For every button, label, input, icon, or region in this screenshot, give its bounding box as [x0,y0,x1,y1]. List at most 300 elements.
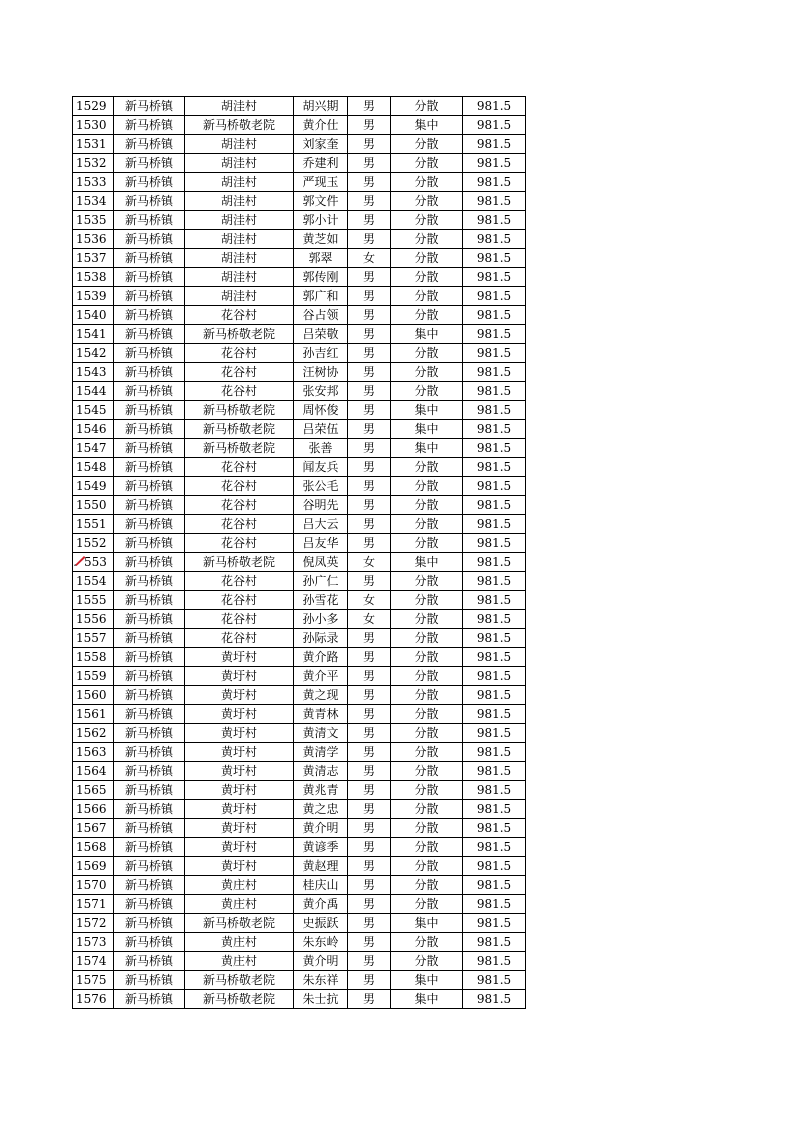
village-cell: 胡洼村 [185,287,294,306]
gender-cell: 男 [348,439,391,458]
name-cell: 朱东祥 [294,971,348,990]
town-cell: 新马桥镇 [114,477,185,496]
amount-cell: 981.5 [463,781,526,800]
table-row [73,553,526,572]
row-number: 1575 [73,971,114,990]
support-type-cell: 集中 [391,990,463,1009]
table-row [73,781,526,800]
row-number: 1540 [73,306,114,325]
roster-table-body [73,97,526,1009]
town-cell: 新马桥镇 [114,496,185,515]
table-row [73,325,526,344]
village-cell: 花谷村 [185,515,294,534]
table-row [73,439,526,458]
support-type-cell: 集中 [391,401,463,420]
amount-cell: 981.5 [463,192,526,211]
support-type-cell: 分散 [391,306,463,325]
gender-cell: 男 [348,895,391,914]
support-type-cell: 分散 [391,249,463,268]
support-type-cell: 集中 [391,420,463,439]
table-row [73,895,526,914]
name-cell: 孙雪花 [294,591,348,610]
amount-cell: 981.5 [463,268,526,287]
town-cell: 新马桥镇 [114,306,185,325]
support-type-cell: 分散 [391,344,463,363]
name-cell: 孙广仁 [294,572,348,591]
support-type-cell: 分散 [391,135,463,154]
name-cell: 黄清志 [294,762,348,781]
row-number: 1565 [73,781,114,800]
town-cell: 新马桥镇 [114,344,185,363]
support-type-cell: 分散 [391,287,463,306]
village-cell: 花谷村 [185,363,294,382]
table-row [73,249,526,268]
gender-cell: 男 [348,211,391,230]
table-row [73,154,526,173]
gender-cell: 男 [348,135,391,154]
row-number: 1550 [73,496,114,515]
village-cell: 黄圩村 [185,857,294,876]
support-type-cell: 分散 [391,477,463,496]
name-cell: 孙吉红 [294,344,348,363]
amount-cell: 981.5 [463,154,526,173]
name-cell: 黄谚季 [294,838,348,857]
row-number: 1568 [73,838,114,857]
amount-cell: 981.5 [463,249,526,268]
table-row [73,572,526,591]
town-cell: 新马桥镇 [114,287,185,306]
amount-cell: 981.5 [463,572,526,591]
town-cell: 新马桥镇 [114,781,185,800]
row-number: 1547 [73,439,114,458]
name-cell: 乔建利 [294,154,348,173]
town-cell: 新马桥镇 [114,173,185,192]
gender-cell: 男 [348,477,391,496]
name-cell: 黄清学 [294,743,348,762]
village-cell: 黄圩村 [185,819,294,838]
support-type-cell: 分散 [391,192,463,211]
village-cell: 黄圩村 [185,800,294,819]
village-cell: 花谷村 [185,572,294,591]
amount-cell: 981.5 [463,325,526,344]
support-type-cell: 集中 [391,439,463,458]
table-row [73,363,526,382]
gender-cell: 男 [348,325,391,344]
gender-cell: 男 [348,458,391,477]
village-cell: 黄圩村 [185,686,294,705]
village-cell: 黄圩村 [185,781,294,800]
support-type-cell: 集中 [391,971,463,990]
town-cell: 新马桥镇 [114,933,185,952]
town-cell: 新马桥镇 [114,895,185,914]
amount-cell: 981.5 [463,496,526,515]
gender-cell: 男 [348,344,391,363]
town-cell: 新马桥镇 [114,363,185,382]
table-row [73,116,526,135]
name-cell: 谷占领 [294,306,348,325]
gender-cell: 男 [348,192,391,211]
support-type-cell: 分散 [391,572,463,591]
table-row [73,97,526,116]
amount-cell: 981.5 [463,173,526,192]
table-row [73,762,526,781]
amount-cell: 981.5 [463,401,526,420]
gender-cell: 男 [348,990,391,1009]
village-cell: 花谷村 [185,591,294,610]
gender-cell: 男 [348,648,391,667]
town-cell: 新马桥镇 [114,135,185,154]
row-number: 1535 [73,211,114,230]
table-row [73,629,526,648]
row-number: 1574 [73,952,114,971]
table-row [73,952,526,971]
village-cell: 胡洼村 [185,173,294,192]
support-type-cell: 分散 [391,173,463,192]
support-type-cell: 分散 [391,952,463,971]
support-type-cell: 分散 [391,496,463,515]
amount-cell: 981.5 [463,895,526,914]
support-type-cell: 分散 [391,268,463,287]
name-cell: 张公毛 [294,477,348,496]
table-row [73,211,526,230]
name-cell: 倪凤英 [294,553,348,572]
village-cell: 花谷村 [185,382,294,401]
row-number: 1544 [73,382,114,401]
table-row [73,230,526,249]
name-cell: 周怀俊 [294,401,348,420]
row-number: 1545 [73,401,114,420]
town-cell: 新马桥镇 [114,249,185,268]
town-cell: 新马桥镇 [114,515,185,534]
row-number: 1572 [73,914,114,933]
gender-cell: 男 [348,762,391,781]
town-cell: 新马桥镇 [114,724,185,743]
gender-cell: 女 [348,591,391,610]
roster-table [72,96,526,1009]
gender-cell: 男 [348,363,391,382]
town-cell: 新马桥镇 [114,154,185,173]
village-cell: 胡洼村 [185,211,294,230]
table-row [73,971,526,990]
row-number: 1548 [73,458,114,477]
support-type-cell: 分散 [391,382,463,401]
town-cell: 新马桥镇 [114,610,185,629]
village-cell: 黄圩村 [185,667,294,686]
gender-cell: 男 [348,800,391,819]
town-cell: 新马桥镇 [114,762,185,781]
gender-cell: 男 [348,724,391,743]
gender-cell: 男 [348,857,391,876]
table-row [73,382,526,401]
table-row [73,477,526,496]
village-cell: 黄圩村 [185,705,294,724]
amount-cell: 981.5 [463,610,526,629]
support-type-cell: 分散 [391,857,463,876]
row-number: 1566 [73,800,114,819]
amount-cell: 981.5 [463,420,526,439]
row-number: 1562 [73,724,114,743]
table-row [73,591,526,610]
gender-cell: 男 [348,629,391,648]
amount-cell: 981.5 [463,971,526,990]
town-cell: 新马桥镇 [114,116,185,135]
gender-cell: 男 [348,819,391,838]
village-cell: 胡洼村 [185,192,294,211]
edit-comment-icon[interactable] [74,555,86,566]
row-number: 1541 [73,325,114,344]
village-cell: 新马桥敬老院 [185,990,294,1009]
row-number: 1571 [73,895,114,914]
name-cell: 吕荣伍 [294,420,348,439]
amount-cell: 981.5 [463,534,526,553]
row-number-text: 553 [84,555,107,569]
amount-cell: 981.5 [463,458,526,477]
village-cell: 胡洼村 [185,249,294,268]
gender-cell: 男 [348,401,391,420]
support-type-cell: 集中 [391,116,463,135]
row-number: 1539 [73,287,114,306]
name-cell: 黄介明 [294,819,348,838]
table-row [73,344,526,363]
name-cell: 朱东岭 [294,933,348,952]
amount-cell: 981.5 [463,914,526,933]
village-cell: 新马桥敬老院 [185,116,294,135]
row-number: 1533 [73,173,114,192]
support-type-cell: 分散 [391,876,463,895]
support-type-cell: 分散 [391,591,463,610]
table-row [73,135,526,154]
support-type-cell: 分散 [391,838,463,857]
village-cell: 黄庄村 [185,933,294,952]
table-row [73,705,526,724]
town-cell: 新马桥镇 [114,819,185,838]
gender-cell: 男 [348,952,391,971]
row-number: 1543 [73,363,114,382]
row-number: 1554 [73,572,114,591]
name-cell: 郭小计 [294,211,348,230]
gender-cell: 男 [348,534,391,553]
row-number: 1556 [73,610,114,629]
support-type-cell: 分散 [391,534,463,553]
village-cell: 黄庄村 [185,876,294,895]
support-type-cell: 分散 [391,230,463,249]
amount-cell: 981.5 [463,667,526,686]
name-cell: 史振跃 [294,914,348,933]
row-number: 1538 [73,268,114,287]
town-cell: 新马桥镇 [114,591,185,610]
name-cell: 郭传刚 [294,268,348,287]
table-row [73,914,526,933]
name-cell: 黄赵理 [294,857,348,876]
row-number: 1567 [73,819,114,838]
name-cell: 黄之现 [294,686,348,705]
amount-cell: 981.5 [463,857,526,876]
row-number: 1555 [73,591,114,610]
support-type-cell: 分散 [391,363,463,382]
gender-cell: 男 [348,306,391,325]
village-cell: 黄圩村 [185,743,294,762]
support-type-cell: 集中 [391,914,463,933]
village-cell: 花谷村 [185,477,294,496]
row-number: 1563 [73,743,114,762]
gender-cell: 男 [348,686,391,705]
town-cell: 新马桥镇 [114,629,185,648]
town-cell: 新马桥镇 [114,382,185,401]
name-cell: 胡兴期 [294,97,348,116]
name-cell: 朱士抗 [294,990,348,1009]
gender-cell: 男 [348,876,391,895]
name-cell: 黄介路 [294,648,348,667]
amount-cell: 981.5 [463,477,526,496]
amount-cell: 981.5 [463,838,526,857]
name-cell: 刘家奎 [294,135,348,154]
row-number: 1559 [73,667,114,686]
amount-cell: 981.5 [463,230,526,249]
row-number: 1557 [73,629,114,648]
town-cell: 新马桥镇 [114,876,185,895]
support-type-cell: 分散 [391,154,463,173]
village-cell: 胡洼村 [185,268,294,287]
amount-cell: 981.5 [463,116,526,135]
row-number: 1564 [73,762,114,781]
name-cell: 孙际录 [294,629,348,648]
row-number: 1561 [73,705,114,724]
gender-cell: 男 [348,743,391,762]
gender-cell: 女 [348,553,391,572]
gender-cell: 男 [348,705,391,724]
amount-cell: 981.5 [463,705,526,724]
support-type-cell: 分散 [391,629,463,648]
name-cell: 闻友兵 [294,458,348,477]
village-cell: 新马桥敬老院 [185,401,294,420]
table-row [73,819,526,838]
town-cell: 新马桥镇 [114,743,185,762]
town-cell: 新马桥镇 [114,800,185,819]
amount-cell: 981.5 [463,363,526,382]
table-row [73,287,526,306]
town-cell: 新马桥镇 [114,534,185,553]
row-number: 1576 [73,990,114,1009]
name-cell: 黄兆青 [294,781,348,800]
gender-cell: 男 [348,154,391,173]
table-row [73,192,526,211]
amount-cell: 981.5 [463,819,526,838]
name-cell: 黄介平 [294,667,348,686]
support-type-cell: 分散 [391,648,463,667]
village-cell: 花谷村 [185,534,294,553]
village-cell: 黄庄村 [185,952,294,971]
row-number: 1569 [73,857,114,876]
name-cell: 谷明先 [294,496,348,515]
amount-cell: 981.5 [463,591,526,610]
town-cell: 新马桥镇 [114,553,185,572]
village-cell: 花谷村 [185,306,294,325]
village-cell: 新马桥敬老院 [185,553,294,572]
table-row [73,743,526,762]
gender-cell: 男 [348,420,391,439]
town-cell: 新马桥镇 [114,97,185,116]
name-cell: 黄介禹 [294,895,348,914]
village-cell: 胡洼村 [185,230,294,249]
amount-cell: 981.5 [463,515,526,534]
support-type-cell: 分散 [391,781,463,800]
gender-cell: 女 [348,249,391,268]
amount-cell: 981.5 [463,686,526,705]
village-cell: 黄圩村 [185,762,294,781]
row-number: 1560 [73,686,114,705]
table-row [73,496,526,515]
village-cell: 黄圩村 [185,648,294,667]
gender-cell: 男 [348,496,391,515]
name-cell: 黄清文 [294,724,348,743]
table-row [73,401,526,420]
name-cell: 吕荣敬 [294,325,348,344]
village-cell: 新马桥敬老院 [185,914,294,933]
village-cell: 胡洼村 [185,97,294,116]
amount-cell: 981.5 [463,211,526,230]
village-cell: 胡洼村 [185,154,294,173]
table-row [73,534,526,553]
support-type-cell: 集中 [391,553,463,572]
town-cell: 新马桥镇 [114,667,185,686]
name-cell: 郭文件 [294,192,348,211]
name-cell: 吕大云 [294,515,348,534]
name-cell: 郭广和 [294,287,348,306]
table-row [73,610,526,629]
town-cell: 新马桥镇 [114,857,185,876]
amount-cell: 981.5 [463,724,526,743]
support-type-cell: 分散 [391,705,463,724]
table-row [73,800,526,819]
name-cell: 郭翠 [294,249,348,268]
table-row [73,876,526,895]
town-cell: 新马桥镇 [114,439,185,458]
name-cell: 张善 [294,439,348,458]
village-cell: 花谷村 [185,629,294,648]
row-number: 1534 [73,192,114,211]
gender-cell: 男 [348,933,391,952]
support-type-cell: 分散 [391,895,463,914]
row-number: 1536 [73,230,114,249]
amount-cell: 981.5 [463,743,526,762]
name-cell: 桂庆山 [294,876,348,895]
village-cell: 花谷村 [185,458,294,477]
gender-cell: 男 [348,382,391,401]
support-type-cell: 分散 [391,667,463,686]
support-type-cell: 分散 [391,743,463,762]
support-type-cell: 分散 [391,610,463,629]
table-row [73,857,526,876]
town-cell: 新马桥镇 [114,230,185,249]
village-cell: 新马桥敬老院 [185,325,294,344]
gender-cell: 男 [348,116,391,135]
amount-cell: 981.5 [463,933,526,952]
table-row [73,686,526,705]
table-row [73,667,526,686]
gender-cell: 男 [348,287,391,306]
gender-cell: 男 [348,667,391,686]
name-cell: 吕友华 [294,534,348,553]
row-number: 1529 [73,97,114,116]
support-type-cell: 分散 [391,97,463,116]
town-cell: 新马桥镇 [114,705,185,724]
town-cell: 新马桥镇 [114,401,185,420]
town-cell: 新马桥镇 [114,838,185,857]
town-cell: 新马桥镇 [114,268,185,287]
table-row [73,990,526,1009]
support-type-cell: 分散 [391,724,463,743]
town-cell: 新马桥镇 [114,971,185,990]
